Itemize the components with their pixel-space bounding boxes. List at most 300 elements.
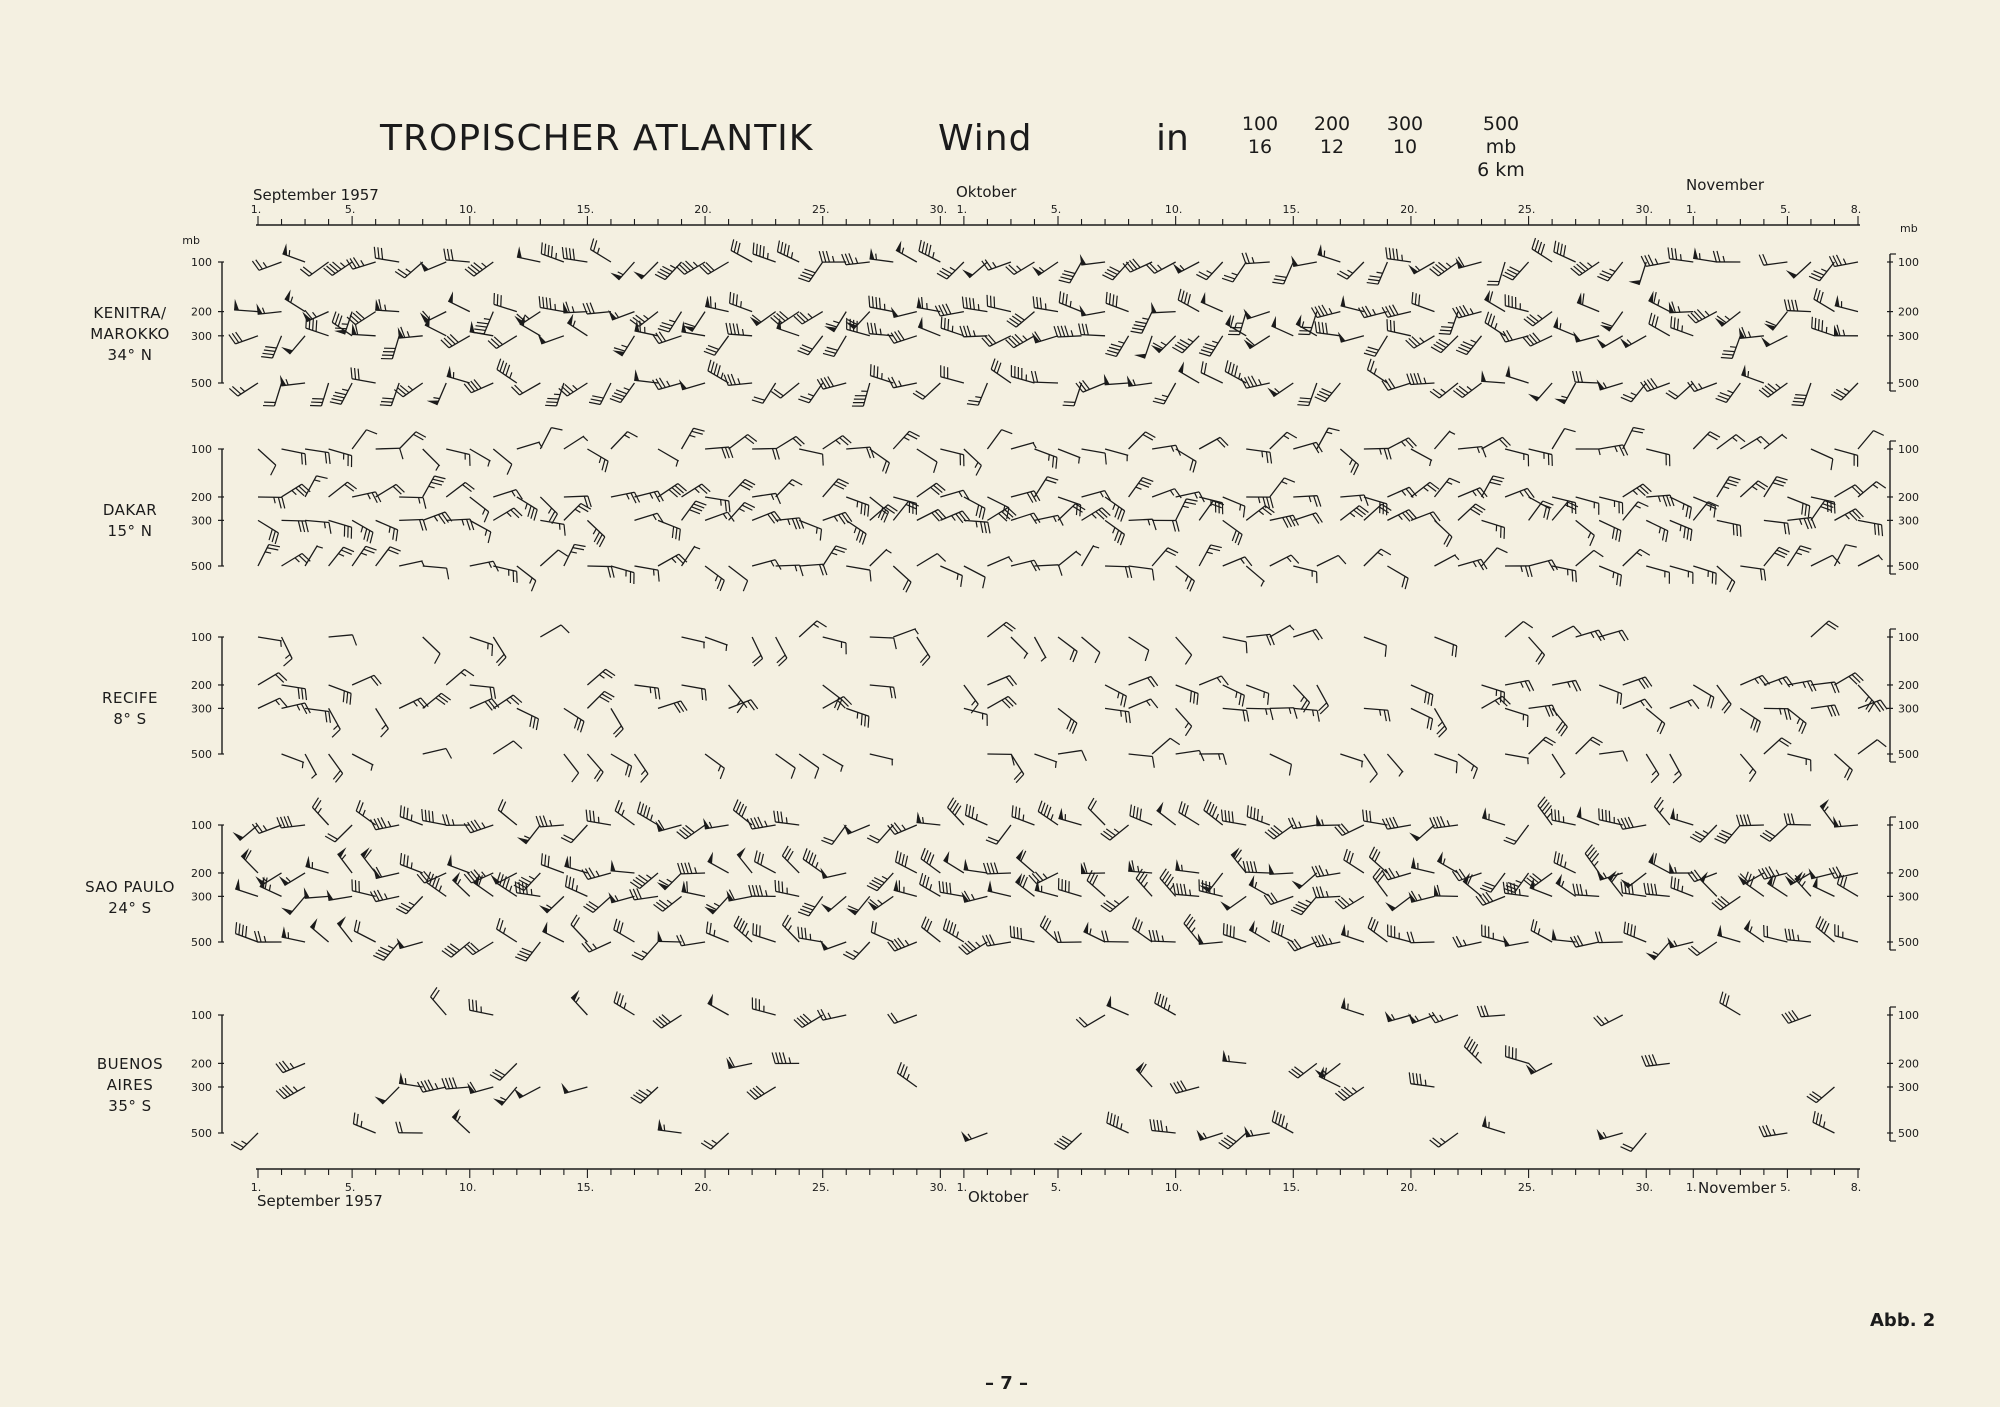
wind-barb — [823, 479, 849, 497]
wind-barb — [1340, 754, 1363, 767]
wind-barb — [441, 334, 470, 347]
wind-barb — [1715, 312, 1741, 327]
wind-barb — [1153, 383, 1176, 404]
wind-barb — [846, 896, 870, 915]
wind-barb — [655, 820, 681, 831]
wind-barb — [820, 940, 846, 950]
wind-barb — [420, 261, 446, 271]
pressure-tick-label: 200 — [191, 1057, 212, 1071]
wind-barb — [986, 825, 1011, 844]
pressure-tick-label: 500 — [191, 748, 212, 761]
wind-barb — [1128, 860, 1152, 873]
wind-barb — [1317, 555, 1346, 566]
wind-barb — [399, 520, 426, 531]
wind-barb — [1595, 932, 1622, 943]
wind-barb — [587, 669, 615, 685]
wind-barb — [1576, 520, 1595, 545]
wind-barb — [571, 915, 587, 942]
wind-barb — [1058, 750, 1086, 760]
wind-barb — [1034, 754, 1057, 768]
wind-barb — [1482, 437, 1511, 449]
wind-barb — [325, 825, 352, 842]
wind-barb — [282, 685, 307, 700]
wind-barb — [777, 241, 799, 262]
wind-barb — [611, 566, 634, 584]
station-name: RECIFE — [102, 689, 158, 707]
wind-barb — [395, 262, 423, 278]
wind-barb — [1596, 336, 1622, 348]
wind-barb — [919, 240, 940, 262]
wind-barb — [304, 887, 329, 898]
wind-barb — [987, 696, 1016, 708]
pressure-tick-label: 100 — [191, 1009, 212, 1022]
wind-barb — [444, 249, 470, 262]
wind-barb — [1858, 740, 1886, 754]
wind-barb — [470, 637, 493, 656]
pressure-unit-label: mb — [1900, 222, 1918, 235]
wind-barb — [423, 512, 452, 524]
wind-barb — [1670, 754, 1682, 783]
station-name: BUENOS — [96, 1055, 164, 1073]
wind-barb — [1127, 375, 1152, 386]
wind-barb — [1246, 708, 1273, 720]
wind-barb — [703, 818, 728, 829]
wind-barb — [917, 554, 946, 566]
wind-barb — [847, 318, 870, 336]
wind-barb — [1782, 1010, 1811, 1023]
wind-barb — [1335, 1087, 1364, 1101]
wind-barb — [1621, 882, 1646, 897]
wind-barb — [987, 508, 1016, 521]
pressure-tick-label: 500 — [1898, 560, 1919, 573]
wind-barb — [285, 289, 305, 311]
wind-barb — [1813, 1111, 1834, 1133]
wind-barb — [1152, 548, 1178, 566]
wind-barb — [1175, 859, 1199, 873]
wind-barb — [1387, 754, 1403, 776]
wind-barb — [682, 637, 705, 648]
wind-barb — [1058, 708, 1077, 733]
wind-barb — [258, 449, 276, 475]
time-tick-label: 5. — [344, 203, 356, 216]
wind-barb — [753, 923, 776, 942]
wind-barb — [1764, 434, 1787, 449]
station-latitude: 35° S — [108, 1097, 152, 1115]
wind-barb — [1178, 361, 1199, 383]
wind-barb — [677, 825, 705, 839]
chart-title: TROPISCHER ATLANTIK — [380, 118, 814, 159]
wind-barb — [1293, 496, 1321, 507]
wind-barb — [1552, 502, 1578, 520]
wind-barb — [1646, 754, 1659, 783]
wind-barb — [1740, 708, 1760, 732]
wind-barb — [1787, 497, 1809, 517]
wind-barb — [396, 1122, 423, 1133]
wind-barb — [1246, 497, 1273, 508]
month-label-oktober-bottom: Oktober — [968, 1188, 1029, 1206]
wind-barb — [1178, 289, 1199, 312]
wind-barb — [494, 293, 517, 312]
station-latitude: 8° S — [113, 710, 147, 728]
wind-barb — [1576, 737, 1603, 754]
wind-barb — [1759, 254, 1787, 265]
wind-barb — [1528, 383, 1552, 401]
wind-barb — [1054, 931, 1081, 942]
wind-barb — [1244, 336, 1270, 349]
wind-barb — [821, 825, 846, 844]
wind-barb — [1341, 295, 1364, 312]
wind-barb — [1623, 677, 1652, 689]
wind-barb — [1834, 673, 1863, 685]
wind-barb — [964, 566, 985, 588]
pressure-tick-label: 100 — [1898, 256, 1919, 269]
wind-barb — [397, 938, 423, 949]
wind-barb — [1364, 448, 1391, 459]
wind-barb — [1272, 920, 1294, 942]
wind-barb — [1764, 520, 1789, 534]
wind-barb — [282, 520, 309, 532]
wind-barb — [1079, 323, 1105, 335]
wind-barb — [587, 754, 603, 782]
wind-barb — [538, 334, 564, 344]
wind-barb — [988, 880, 1011, 896]
wind-barb — [1552, 429, 1575, 449]
wind-barb — [1720, 992, 1741, 1015]
wind-barb — [944, 851, 964, 873]
wind-barb — [753, 243, 776, 262]
wind-barb — [1058, 551, 1081, 566]
wind-barb — [1157, 802, 1176, 825]
wind-barb — [361, 847, 376, 873]
wind-barb — [1288, 939, 1317, 951]
wind-barb — [1787, 708, 1806, 733]
wind-barb — [1411, 857, 1434, 873]
wind-barb — [329, 754, 343, 782]
wind-barb — [705, 512, 734, 521]
wind-barb — [1813, 876, 1835, 896]
wind-barb — [959, 941, 988, 954]
wind-barb — [1597, 1129, 1623, 1140]
wind-barb — [400, 805, 423, 825]
wind-barb — [374, 1087, 399, 1104]
wind-barb — [1105, 336, 1128, 357]
wind-barb — [493, 449, 512, 475]
wind-barb — [888, 330, 917, 343]
wind-barb — [823, 436, 852, 449]
wind-barb — [1223, 708, 1249, 721]
wind-barb — [700, 262, 729, 274]
wind-barb — [964, 520, 990, 533]
wind-barb — [1293, 629, 1322, 640]
wind-barb — [1599, 751, 1627, 762]
wind-barb — [964, 708, 987, 725]
pressure-tick-label: 300 — [1898, 514, 1919, 528]
pressure-tick-label: 500 — [1898, 748, 1919, 761]
wind-barb — [987, 754, 1014, 765]
wind-barb — [1151, 302, 1176, 313]
wind-barb — [1476, 892, 1505, 905]
wind-barb — [1387, 438, 1416, 449]
wind-barb — [467, 1082, 493, 1093]
wind-barb — [708, 994, 729, 1015]
wind-barb — [1670, 807, 1693, 825]
wind-barb — [1289, 1063, 1317, 1078]
wind-barb — [701, 1133, 728, 1149]
wind-barb — [1223, 557, 1252, 566]
wind-barb — [282, 754, 304, 768]
wind-barb — [1482, 925, 1505, 942]
wind-barb — [324, 262, 353, 275]
wind-barb — [1453, 936, 1482, 947]
time-tick-label: 1. — [956, 1181, 968, 1194]
pressure-tick-label: 100 — [191, 819, 212, 832]
wind-barb — [540, 520, 565, 535]
wind-barb — [1453, 383, 1481, 398]
wind-barb — [376, 547, 401, 566]
wind-barb — [734, 916, 752, 942]
wind-barb — [726, 890, 752, 901]
wind-barb — [635, 320, 658, 336]
wind-barb — [399, 561, 424, 567]
wind-barb — [1058, 449, 1080, 464]
wind-barb — [1222, 810, 1247, 825]
wind-barb — [1693, 247, 1717, 262]
wind-barb — [1585, 845, 1599, 873]
wind-barb — [1176, 708, 1192, 735]
wind-barb — [1015, 873, 1034, 896]
wind-barb — [282, 926, 305, 942]
wind-barb — [1107, 995, 1129, 1015]
wind-barb — [1524, 873, 1552, 887]
wind-barb — [799, 621, 826, 637]
wind-barb — [329, 520, 352, 538]
time-tick-label: 10. — [1164, 1181, 1183, 1194]
wind-barb — [1364, 549, 1391, 566]
wind-barb — [1458, 754, 1477, 779]
wind-barb — [452, 872, 469, 897]
wind-barb — [1223, 923, 1246, 942]
wind-barb — [823, 336, 846, 357]
wind-barb — [630, 312, 658, 327]
pressure-tick-label: 500 — [191, 936, 212, 949]
wind-barb — [1160, 869, 1176, 897]
wind-barb — [1364, 336, 1387, 356]
wind-barb — [1293, 513, 1322, 524]
wind-barb — [652, 332, 681, 344]
wind-barb — [1669, 862, 1693, 873]
wind-barb — [1741, 364, 1764, 383]
wind-barb — [775, 880, 799, 896]
wind-barb — [561, 1083, 587, 1094]
wind-barb — [1481, 370, 1505, 383]
wind-barb — [896, 851, 917, 873]
wind-barb — [987, 430, 1012, 449]
time-tick-label: 1. — [1686, 1181, 1697, 1194]
pressure-tick-label: 300 — [191, 1080, 212, 1094]
wind-barb — [1671, 876, 1693, 896]
wind-barb — [1484, 290, 1505, 312]
wind-barb — [517, 497, 537, 521]
time-tick-label: 1. — [1686, 203, 1697, 216]
wind-barb — [1649, 313, 1670, 336]
wind-barb — [683, 312, 705, 332]
wind-barb — [1291, 256, 1317, 267]
wind-barb — [1223, 637, 1247, 653]
wind-barb — [1456, 336, 1481, 355]
wind-barb — [1270, 432, 1297, 449]
wind-barb — [584, 896, 611, 912]
wind-barb — [1129, 754, 1155, 768]
wind-barb — [1201, 361, 1223, 383]
wind-barb — [280, 375, 305, 386]
wind-barb — [1693, 566, 1716, 585]
wind-barb — [329, 449, 352, 467]
wind-barb — [1249, 920, 1270, 942]
wind-barb — [612, 336, 634, 356]
wind-barb — [1104, 374, 1129, 385]
wind-barb — [1315, 1063, 1341, 1078]
level-km: 6 km — [1477, 159, 1525, 181]
wind-barb — [351, 367, 376, 383]
wind-barb — [1430, 1133, 1458, 1147]
wind-barb — [1411, 449, 1432, 466]
wind-barb — [281, 336, 305, 354]
wind-barb — [818, 1009, 847, 1020]
wind-barb — [1835, 295, 1858, 312]
wind-barb — [398, 327, 423, 338]
wind-barb — [1011, 491, 1040, 503]
wind-barb — [1088, 798, 1105, 825]
wind-barb — [752, 449, 779, 460]
wind-barb — [561, 825, 587, 843]
wind-barb — [1033, 296, 1058, 311]
wind-barb — [893, 566, 911, 592]
wind-barb — [380, 383, 399, 406]
wind-barb — [842, 253, 870, 264]
pressure-tick-label: 200 — [1898, 490, 1919, 504]
wind-barb — [1059, 291, 1081, 311]
wind-barb — [1576, 497, 1599, 515]
wind-barb — [1554, 851, 1576, 873]
wind-barb — [937, 262, 964, 279]
wind-barb — [1624, 922, 1646, 942]
wind-barb — [631, 1087, 658, 1103]
wind-barb — [587, 691, 614, 708]
wind-barb — [1293, 566, 1317, 583]
wind-barb — [611, 754, 632, 777]
wind-barb — [305, 520, 331, 533]
wind-barb — [375, 299, 399, 312]
wind-barb — [705, 497, 730, 512]
wind-barb — [1712, 896, 1740, 910]
wind-barb — [843, 942, 869, 960]
wind-barb — [615, 800, 634, 825]
wind-barb — [823, 512, 852, 524]
wind-barb — [1269, 863, 1294, 874]
wind-barb — [1176, 751, 1204, 761]
wind-barb — [399, 432, 426, 449]
wind-barb — [1007, 312, 1035, 328]
wind-barb — [1670, 700, 1699, 709]
wind-barb — [1199, 676, 1228, 685]
wind-barb — [1387, 319, 1411, 336]
wind-barb — [464, 379, 493, 392]
wind-barb — [1434, 520, 1451, 547]
wind-barb — [752, 637, 762, 666]
time-tick-label: 20. — [1400, 1181, 1418, 1194]
wind-barb — [1244, 309, 1270, 319]
wind-barb — [1668, 247, 1693, 262]
time-tick-label: 15. — [576, 1181, 595, 1194]
wind-barb — [798, 336, 823, 355]
wind-barb — [749, 885, 776, 896]
pressure-tick-label: 300 — [191, 702, 212, 716]
pressure-tick-label: 500 — [1898, 377, 1919, 390]
wind-barb — [258, 673, 287, 685]
wind-barb — [1076, 1015, 1105, 1027]
wind-barb — [1811, 621, 1838, 637]
wind-barb — [824, 312, 846, 332]
wind-barb — [705, 566, 724, 591]
wind-barb — [729, 435, 757, 449]
wind-barb — [1197, 1130, 1223, 1140]
wind-barb — [1387, 566, 1408, 589]
wind-barb — [1129, 519, 1157, 530]
wind-barb — [229, 383, 258, 396]
wind-barb — [1105, 449, 1128, 461]
wind-barb — [1087, 870, 1105, 896]
wind-barb — [448, 291, 470, 311]
wind-barb — [939, 881, 964, 896]
wind-barb — [1716, 383, 1741, 402]
wind-barb — [252, 260, 281, 271]
wind-barb — [1199, 501, 1224, 520]
wind-barb — [1270, 754, 1292, 776]
wind-barb — [1807, 1087, 1835, 1103]
pressure-tick-label: 500 — [191, 560, 212, 573]
wind-barb — [776, 518, 804, 529]
wind-barb — [611, 432, 638, 449]
wind-barb — [1059, 878, 1082, 896]
wind-barb — [982, 260, 1011, 271]
wind-barb — [587, 566, 614, 578]
time-tick-label: 5. — [344, 1181, 356, 1194]
wind-barb — [330, 383, 352, 404]
wind-barb — [1551, 809, 1575, 825]
wind-barb — [799, 449, 823, 466]
pressure-unit-label: mb — [182, 234, 200, 247]
wind-barb — [1570, 935, 1599, 947]
wind-barb — [1503, 935, 1529, 946]
wind-barb — [422, 809, 446, 825]
wind-barb — [1082, 449, 1107, 464]
wind-barb — [1382, 305, 1411, 318]
wind-barb — [1058, 637, 1077, 662]
wind-barb — [1641, 255, 1670, 267]
wind-barb — [794, 312, 823, 324]
wind-barb — [1811, 705, 1839, 716]
wind-barb — [1834, 509, 1863, 521]
pressure-tick-label: 500 — [191, 1127, 212, 1140]
wind-barb — [564, 856, 587, 873]
wind-barb — [1646, 449, 1670, 466]
wind-barb — [634, 685, 659, 699]
wind-barb — [823, 637, 846, 654]
time-tick-label: 5. — [1780, 1181, 1791, 1194]
wind-barb — [381, 336, 399, 359]
wind-barb — [726, 1057, 752, 1068]
wind-barb — [1713, 251, 1740, 262]
